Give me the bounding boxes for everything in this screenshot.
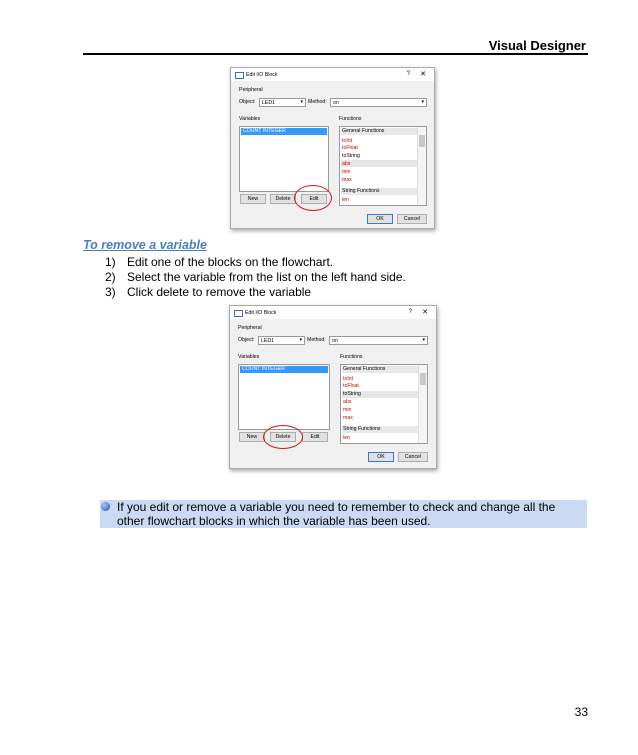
steps-list bbox=[105, 255, 406, 300]
note-text: If you edit or remove a variable you need to remember to check and change all the other flowchart blocks in which the variable has been used. bbox=[117, 500, 556, 528]
variables-list[interactable] bbox=[239, 126, 329, 192]
method-label: Method: bbox=[307, 337, 326, 343]
step-text: Edit one of the blocks on the flowchart. bbox=[127, 255, 334, 269]
dialog-titlebar bbox=[231, 68, 434, 81]
method-select[interactable] bbox=[330, 98, 427, 107]
page-number: 33 bbox=[574, 705, 588, 719]
delete-button[interactable]: Delete bbox=[270, 432, 296, 442]
list-item[interactable]: max bbox=[343, 415, 353, 421]
scrollbar[interactable] bbox=[418, 365, 427, 443]
note-box bbox=[100, 500, 587, 528]
info-bullet-icon bbox=[101, 502, 110, 511]
help-icon[interactable]: ? bbox=[408, 309, 412, 315]
list-item[interactable]: abs bbox=[343, 399, 352, 405]
row-highlight bbox=[341, 160, 417, 167]
general-functions-header: General Functions bbox=[341, 128, 417, 135]
variables-label: Variables bbox=[239, 116, 261, 122]
object-label: Object: bbox=[239, 99, 256, 105]
edit-button[interactable]: Edit bbox=[301, 194, 327, 204]
string-functions-header: String Functions bbox=[342, 426, 418, 433]
list-item bbox=[105, 285, 406, 300]
step-text: Click delete to remove the variable bbox=[127, 285, 312, 299]
highlight-circle-delete bbox=[263, 425, 303, 449]
object-value: LED1 bbox=[262, 99, 275, 106]
step-number: 2) bbox=[105, 270, 116, 284]
variables-label: Variables bbox=[238, 354, 260, 360]
general-functions-header: General Functions bbox=[342, 366, 418, 373]
functions-list[interactable] bbox=[339, 126, 427, 206]
object-select[interactable] bbox=[259, 98, 306, 107]
list-item[interactable]: toFloat bbox=[342, 145, 358, 151]
window-icon bbox=[235, 72, 244, 79]
chevron-down-icon: ▾ bbox=[299, 337, 302, 343]
list-item[interactable]: len bbox=[343, 435, 350, 441]
list-item[interactable]: toString bbox=[343, 391, 361, 397]
list-item bbox=[105, 255, 406, 270]
variables-list[interactable] bbox=[238, 364, 330, 430]
method-select[interactable] bbox=[329, 336, 428, 345]
functions-label: Functions bbox=[339, 116, 362, 122]
header-title: Visual Designer bbox=[488, 38, 586, 53]
method-value: on bbox=[333, 99, 339, 106]
string-functions-header: String Functions bbox=[341, 188, 417, 195]
list-item[interactable]: toFloat bbox=[343, 383, 359, 389]
functions-label: Functions bbox=[340, 354, 363, 360]
header-rule bbox=[83, 53, 588, 55]
chevron-down-icon: ▾ bbox=[422, 337, 425, 343]
edit-io-block-dialog bbox=[229, 305, 437, 469]
list-item[interactable]: max bbox=[342, 177, 352, 183]
object-select[interactable] bbox=[258, 336, 305, 345]
functions-list[interactable] bbox=[340, 364, 428, 444]
scrollbar[interactable] bbox=[417, 127, 426, 205]
help-icon[interactable]: ? bbox=[406, 71, 410, 77]
delete-button[interactable]: Delete bbox=[270, 194, 296, 204]
edit-io-block-dialog bbox=[230, 67, 435, 229]
scrollbar-thumb[interactable] bbox=[420, 373, 426, 385]
peripheral-label: Peripheral bbox=[238, 325, 262, 331]
cancel-button[interactable]: Cancel bbox=[397, 214, 427, 224]
dialog-titlebar bbox=[230, 306, 436, 319]
list-item[interactable]: len bbox=[342, 197, 349, 203]
object-value: LED1 bbox=[261, 337, 274, 344]
list-item[interactable]: min bbox=[343, 407, 352, 413]
list-item[interactable]: COUNT INTEGER bbox=[240, 366, 328, 373]
step-number: 3) bbox=[105, 285, 116, 299]
list-item[interactable]: toInt bbox=[342, 138, 353, 144]
list-item[interactable]: abs bbox=[342, 161, 351, 167]
close-icon[interactable]: ✕ bbox=[420, 71, 426, 78]
method-label: Method: bbox=[308, 99, 327, 105]
highlight-circle-edit bbox=[294, 185, 332, 211]
edit-button[interactable]: Edit bbox=[302, 432, 328, 442]
ok-button[interactable]: OK bbox=[368, 452, 394, 462]
section-heading: To remove a variable bbox=[83, 238, 207, 252]
cancel-button[interactable]: Cancel bbox=[398, 452, 428, 462]
list-item[interactable]: COUNT INTEGER bbox=[241, 128, 327, 135]
step-number: 1) bbox=[105, 255, 116, 269]
new-button[interactable]: New bbox=[240, 194, 266, 204]
list-item bbox=[105, 270, 406, 285]
object-label: Object: bbox=[238, 337, 255, 343]
new-button[interactable]: New bbox=[239, 432, 265, 442]
peripheral-label: Peripheral bbox=[239, 87, 263, 93]
method-value: on bbox=[332, 337, 338, 344]
list-item[interactable]: toInt bbox=[343, 376, 354, 382]
list-item[interactable]: min bbox=[342, 169, 351, 175]
chevron-down-icon: ▾ bbox=[300, 99, 303, 105]
dialog-title: Edit I/O Block bbox=[246, 72, 278, 78]
list-item[interactable]: toString bbox=[342, 153, 360, 159]
window-icon bbox=[234, 310, 243, 317]
close-icon[interactable]: ✕ bbox=[422, 309, 428, 316]
chevron-down-icon: ▾ bbox=[421, 99, 424, 105]
step-text: Select the variable from the list on the left hand side. bbox=[127, 270, 406, 284]
scrollbar-thumb[interactable] bbox=[419, 135, 425, 147]
dialog-title: Edit I/O Block bbox=[245, 310, 277, 316]
ok-button[interactable]: OK bbox=[367, 214, 393, 224]
